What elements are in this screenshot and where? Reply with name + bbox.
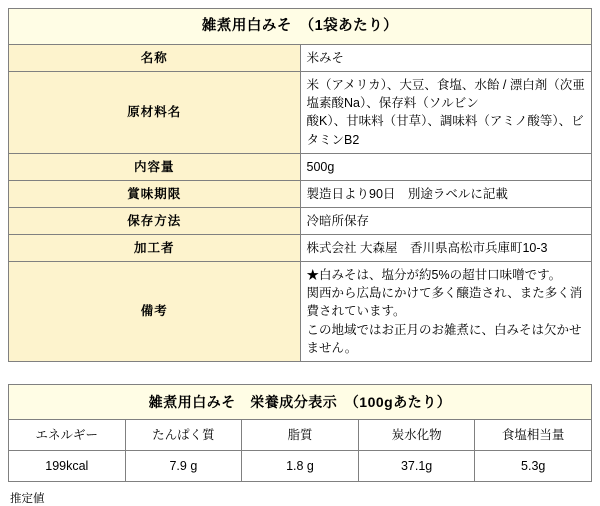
- row-value-processor: [300, 235, 592, 262]
- nutrition-title: 雑煮用白みそ 栄養成分表示 （100gあたり）: [9, 384, 592, 419]
- nutrition-value-energy: 199kcal: [9, 451, 126, 482]
- text-line: 冷暗所保存: [306, 213, 370, 228]
- table-row: [9, 9, 592, 45]
- nutrition-value-fat: 1.8 g: [242, 451, 359, 482]
- text-line: 株式会社 大森屋 香川県高松市兵庫町10-3: [306, 241, 548, 256]
- text-line: 米（アメリカ）、大豆、食塩、水飴 / 漂白剤（次亜塩素酸Na）、保存料（ソルビン: [306, 78, 585, 111]
- row-label-processor: 加工者: [9, 235, 301, 262]
- row-value-content-volume: [300, 153, 592, 180]
- row-label-name: 名称: [9, 45, 301, 72]
- product-title: 雑煮用白みそ （1袋あたり）: [9, 9, 592, 45]
- nutrition-value-salt: 5.3g: [475, 451, 592, 482]
- nutrition-value-carbohydrate: 37.1g: [358, 451, 475, 482]
- product-label-table: [8, 8, 592, 362]
- nutrition-value-protein: 7.9 g: [125, 451, 242, 482]
- table-row: [9, 153, 592, 180]
- nutrition-header-salt: 食塩相当量: [475, 420, 592, 451]
- nutrition-facts-table: [8, 384, 592, 483]
- table-row: [9, 420, 592, 451]
- table-row: [9, 180, 592, 207]
- row-value-remarks: [300, 262, 592, 362]
- table-row: [9, 235, 592, 262]
- text-line: 米みそ: [306, 51, 345, 66]
- row-label-ingredients: 原材料名: [9, 72, 301, 154]
- table-row: [9, 384, 592, 419]
- text-line: 製造日より90日 別途ラベルに記載: [306, 186, 508, 201]
- nutrition-header-energy: エネルギー: [9, 420, 126, 451]
- table-row: [9, 72, 592, 154]
- table-row: [9, 45, 592, 72]
- row-value-best-before: [300, 180, 592, 207]
- text-line: この地域ではお正月のお雑煮に、白みそは欠かせません。: [306, 322, 582, 355]
- text-line: ★白みそは、塩分が約5%の超甘口味噌です。: [306, 268, 562, 283]
- section-divider: [8, 362, 592, 384]
- row-value-name: [300, 45, 592, 72]
- row-label-storage: 保存方法: [9, 207, 301, 234]
- text-line: 500g: [306, 159, 335, 174]
- table-row: [9, 207, 592, 234]
- table-row: [9, 451, 592, 482]
- row-label-remarks: 備考: [9, 262, 301, 362]
- nutrition-footnote: 推定値: [10, 493, 45, 506]
- table-row: [9, 262, 592, 362]
- nutrition-header-carbohydrate: 炭水化物: [358, 420, 475, 451]
- nutrition-header-protein: たんぱく質: [125, 420, 242, 451]
- text-line: 関西から広島にかけて多く醸造され、また多く消費されています。: [306, 286, 583, 319]
- row-value-storage: [300, 207, 592, 234]
- nutrition-header-fat: 脂質: [242, 420, 359, 451]
- row-label-content-volume: 内容量: [9, 153, 301, 180]
- row-label-best-before: 賞味期限: [9, 180, 301, 207]
- row-value-ingredients: [300, 72, 592, 154]
- text-line: 酸K）、甘味料（甘草）、調味料（アミノ酸等）、ビタミンB2: [306, 114, 584, 147]
